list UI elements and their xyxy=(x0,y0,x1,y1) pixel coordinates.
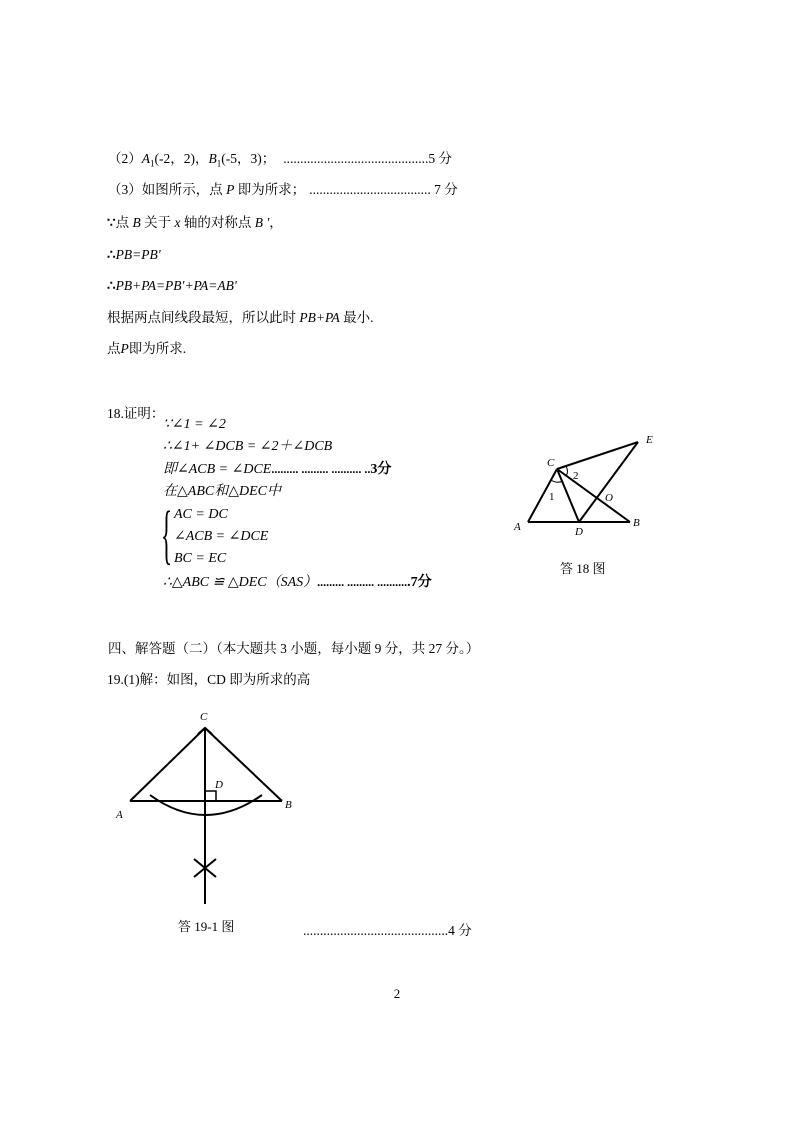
label-angle-1: 1 xyxy=(549,491,555,503)
proof-18-line-1: ∵∠1 = ∠2 xyxy=(163,417,226,432)
proof-18-line-5: ∴△ABC ≌ △DEC（SAS）......... ......... ...........7分 xyxy=(163,575,432,590)
label-E: E xyxy=(646,434,653,446)
label-C: C xyxy=(547,457,555,469)
segment-CB xyxy=(557,469,630,522)
section-heading-4: 四、解答题（二）（本大题共 3 小题，每小题 9 分，共 27 分。） xyxy=(108,641,480,656)
label-angle-2: 2 xyxy=(573,470,579,482)
label-A: A xyxy=(514,521,521,533)
segment-DE xyxy=(579,442,638,522)
because-line: ∵点 B 关于 x 轴的对称点 B ′， xyxy=(107,215,283,230)
answer-19-1: 19.(1)解：如图，CD 即为所求的高 xyxy=(107,672,311,687)
proof-18-label: 18.证明： xyxy=(107,406,165,421)
cross-mark-1 xyxy=(194,859,216,877)
therefore-line-2: ∴PB+PA=PB'+PA=AB' xyxy=(107,278,237,293)
segment-CD xyxy=(557,469,579,522)
reason-line: 根据两点间线段最短，所以此时 PB+PA 最小. xyxy=(107,310,374,325)
system-brace: { xyxy=(161,498,173,571)
angle-1-arc xyxy=(551,480,563,482)
answer-17-3: （3）如图所示，点 P 即为所求； .................................... 7 分 xyxy=(108,182,458,197)
label-D-19: D xyxy=(215,779,223,791)
cross-mark-2 xyxy=(194,859,216,877)
label-A-19: A xyxy=(116,809,123,821)
top-construction-mark xyxy=(198,728,212,734)
proof-18-line-3: 即∠ACB = ∠DCE......... ......... .......... ..3分 xyxy=(163,462,392,477)
system-eq-1: AC = DC xyxy=(174,507,228,522)
figure-19-caption: 答 19-1 图 xyxy=(178,919,235,934)
page-number: 2 xyxy=(393,986,401,1001)
right-angle-mark xyxy=(205,791,216,801)
label-C-19: C xyxy=(200,711,208,723)
segment-CB-19 xyxy=(205,728,282,801)
therefore-line-1: ∴PB=PB' xyxy=(107,247,161,262)
angle-2-arc xyxy=(566,466,568,476)
label-O: O xyxy=(605,492,613,504)
label-D: D xyxy=(575,526,583,538)
answer-19-score: ...........................................4 分 xyxy=(303,923,472,938)
segment-CE xyxy=(557,442,638,469)
system-eq-3: BC = EC xyxy=(174,551,227,566)
proof-18-line-2: ∴∠1+ ∠DCB = ∠2＋∠DCB xyxy=(163,439,333,454)
answer-17-2: $(2)A_1(-2$，2)，$B_1(-5$，3)； ...........................................5 分 xyxy=(108,151,452,169)
figure-18-caption: 答 18 图 xyxy=(560,561,606,576)
segment-CA xyxy=(130,728,205,801)
system-eq-2: ∠ACB = ∠DCE xyxy=(174,529,269,544)
arc-bottom xyxy=(150,795,262,815)
label-B-19: B xyxy=(285,799,292,811)
segment-AC xyxy=(528,469,557,522)
label-B: B xyxy=(633,517,640,529)
proof-18-line-4: 在△ABC和△DEC中 xyxy=(163,484,281,499)
conclusion-line: 点P即为所求. xyxy=(107,341,187,356)
